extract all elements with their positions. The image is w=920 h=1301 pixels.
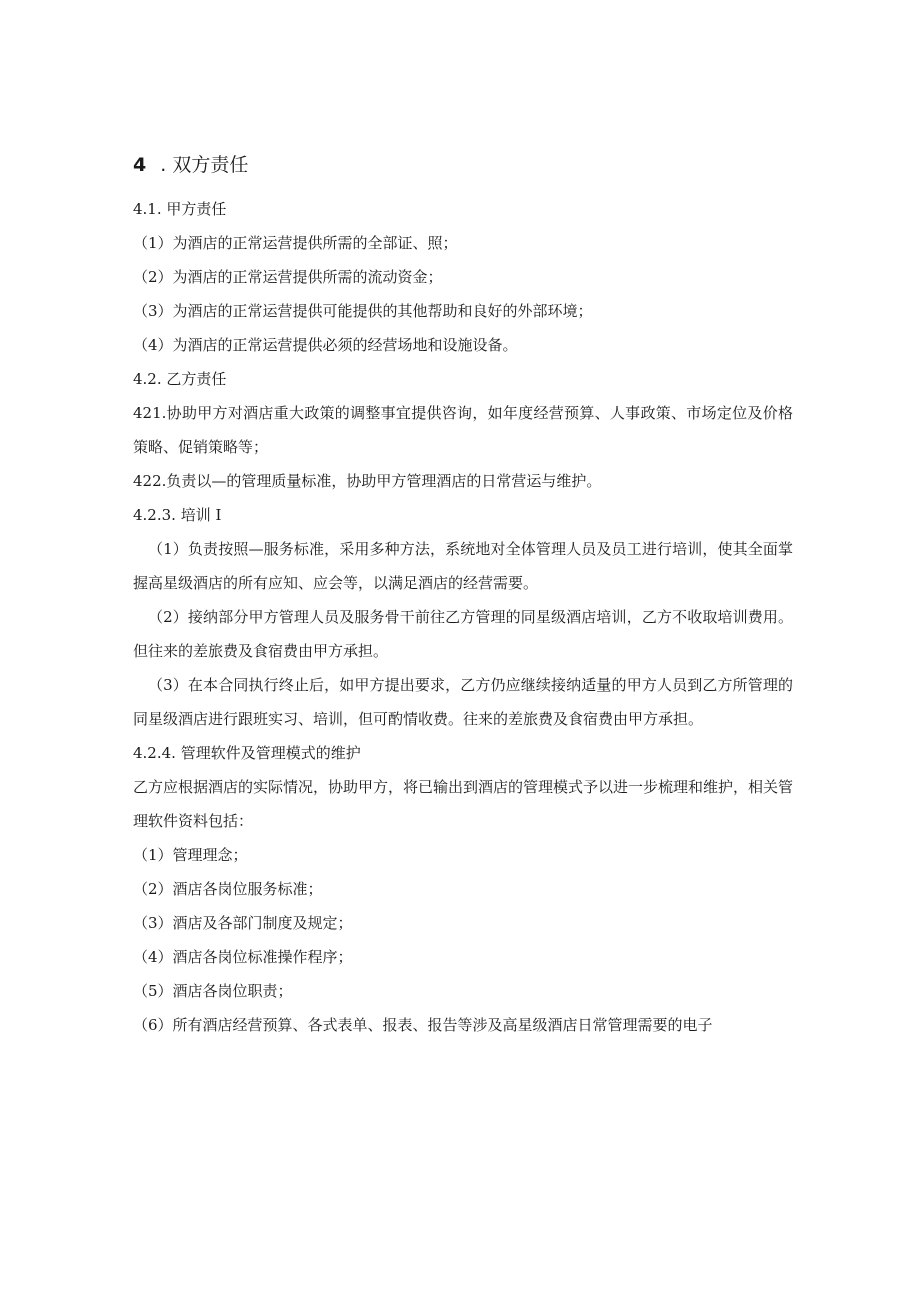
party-b-heading: 4.2. 乙方责任 <box>133 370 227 388</box>
software-item-6: （6）所有酒店经营预算、各式表单、报表、报告等涉及高星级酒店日常管理需要的电子 <box>133 1016 713 1034</box>
software-heading: 4.2.4. 管理软件及管理模式的维护 <box>133 744 361 762</box>
party-a-item-3: （3）为酒店的正常运营提供可能提供的其他帮助和良好的外部环境； <box>133 302 593 320</box>
software-item-2: （2）酒店各岗位服务标准； <box>133 880 323 898</box>
software-item-4: （4）酒店各岗位标准操作程序； <box>133 948 353 966</box>
party-a-item-1: （1）为酒店的正常运营提供所需的全部证、照； <box>133 234 458 252</box>
section-heading <box>133 150 793 180</box>
training-item-3: （3）在本合同执行终止后，如甲方提出要求，乙方仍应继续接纳适量的甲方人员到乙方所管理的同星级酒店进行跟班实习、培训，但可酌情收费。往来的差旅费及食宿费由甲方承担。 <box>133 676 793 728</box>
section-number: 4 <box>133 154 147 176</box>
software-item-5: （5）酒店各岗位职责； <box>133 982 293 1000</box>
section-title: . 双方责任 <box>160 154 249 176</box>
software-intro: 乙方应根据酒店的实际情况，协助甲方，将已输出到酒店的管理模式予以进一步梳理和维护，相关管理软件资料包括： <box>133 778 794 830</box>
software-item-3: （3）酒店及各部门制度及规定； <box>133 914 353 932</box>
training-item-2: （2）接纳部分甲方管理人员及服务骨干前往乙方管理的同星级酒店培训，乙方不收取培训费用。但往来的差旅费及食宿费由甲方承担。 <box>133 608 793 660</box>
document-page <box>133 150 793 1042</box>
clause-421: 421.协助甲方对酒店重大政策的调整事宜提供咨询，如年度经营预算、人事政策、市场定位及价格策略、促销策略等； <box>133 404 793 456</box>
training-heading: 4.2.3. 培训 I <box>133 506 222 524</box>
party-a-item-2: （2）为酒店的正常运营提供所需的流动资金； <box>133 268 443 286</box>
clause-422: 422.负责以—的管理质量标准，协助甲方管理酒店的日常营运与维护。 <box>133 472 602 490</box>
party-a-item-4: （4）为酒店的正常运营提供必须的经营场地和设施设备。 <box>133 336 518 354</box>
software-item-1: （1）管理理念； <box>133 846 248 864</box>
training-item-1: （1）负责按照—服务标准，采用多种方法，系统地对全体管理人员及员工进行培训，使其全面掌握高星级酒店的所有应知、应会等，以满足酒店的经营需要。 <box>133 540 793 592</box>
party-a-heading: 4.1. 甲方责任 <box>133 200 227 218</box>
